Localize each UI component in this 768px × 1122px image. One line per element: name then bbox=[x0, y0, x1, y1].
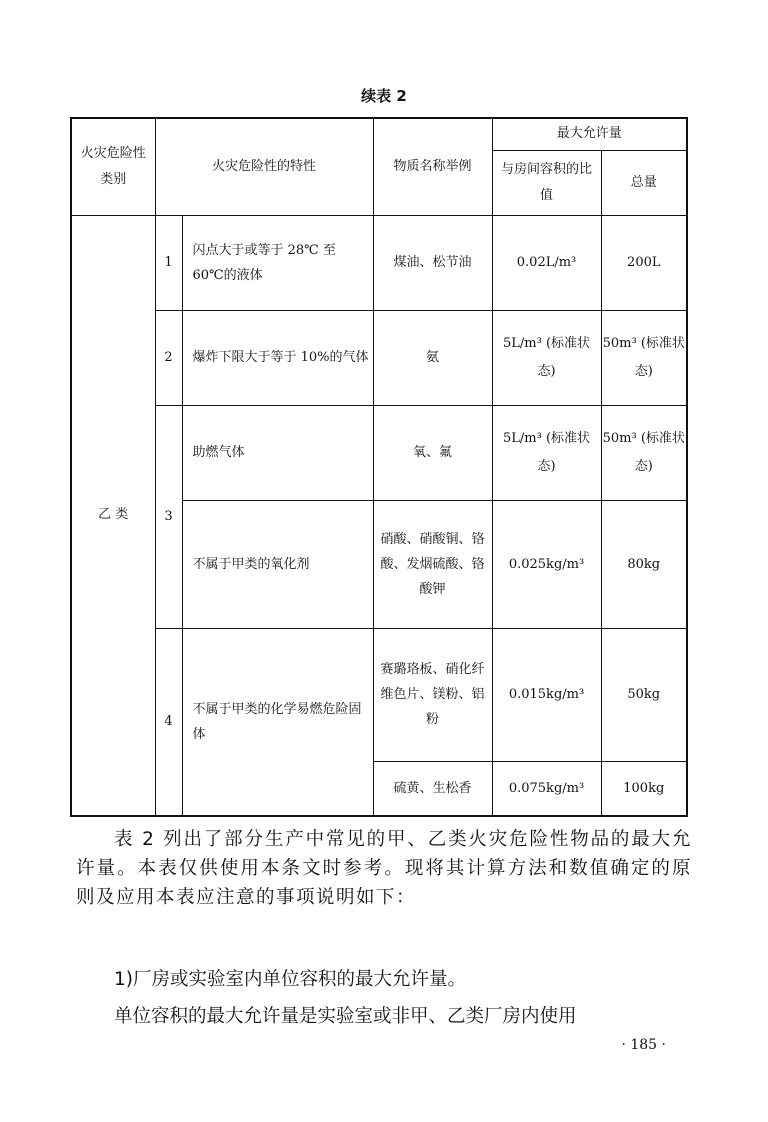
page-title: 续表 2 bbox=[361, 87, 407, 105]
row-examples: 煤油、松节油 bbox=[373, 215, 492, 310]
row-examples: 氧、氟 bbox=[373, 405, 492, 500]
table-row bbox=[71, 405, 687, 500]
header-total: 总量 bbox=[601, 150, 687, 215]
row-feature: 不属于甲类的氧化剂 bbox=[182, 500, 373, 628]
page-number: · 185 · bbox=[621, 1037, 666, 1053]
row-index: 3 bbox=[155, 405, 182, 628]
table-row bbox=[71, 628, 687, 761]
row-total: 50kg bbox=[601, 628, 687, 761]
hazard-table bbox=[70, 117, 688, 817]
row-feature: 爆炸下限大于等于 10%的气体 bbox=[182, 310, 373, 405]
row-index: 4 bbox=[155, 628, 182, 816]
row-total: 50m³ (标准状态) bbox=[601, 405, 687, 500]
row-total: 100kg bbox=[601, 761, 687, 816]
row-ratio: 0.025kg/m³ bbox=[492, 500, 601, 628]
row-total: 50m³ (标准状态) bbox=[601, 310, 687, 405]
row-total: 200L bbox=[601, 215, 687, 310]
body-paragraph: 1)厂房或实验室内单位容积的最大允许量。 bbox=[114, 969, 466, 990]
row-examples: 赛璐珞板、硝化纤维色片、镁粉、铝粉 bbox=[373, 628, 492, 761]
row-feature: 助燃气体 bbox=[182, 405, 373, 500]
row-examples: 硫黄、生松香 bbox=[373, 761, 492, 816]
row-index: 1 bbox=[155, 215, 182, 310]
row-examples: 硝酸、硝酸铜、铬酸、发烟硫酸、铬酸钾 bbox=[373, 500, 492, 628]
header-ratio: 与房间容积的比值 bbox=[492, 150, 601, 215]
category-cell: 乙 类 bbox=[71, 215, 155, 816]
row-ratio: 0.015kg/m³ bbox=[492, 628, 601, 761]
header-feature: 火灾危险性的特性 bbox=[155, 118, 373, 215]
row-ratio: 5L/m³ (标准状态) bbox=[492, 310, 601, 405]
header-category: 火灾危险性类别 bbox=[71, 118, 155, 215]
row-feature: 不属于甲类的化学易燃危险固体 bbox=[182, 628, 373, 816]
body-paragraph: 单位容积的最大允许量是实验室或非甲、乙类厂房内使用 bbox=[114, 1006, 577, 1027]
row-ratio: 0.075kg/m³ bbox=[492, 761, 601, 816]
table-row bbox=[71, 215, 687, 310]
header-examples: 物质名称举例 bbox=[373, 118, 492, 215]
row-feature: 闪点大于或等于 28℃ 至 60℃的液体 bbox=[182, 215, 373, 310]
row-ratio: 5L/m³ (标准状态) bbox=[492, 405, 601, 500]
row-index: 2 bbox=[155, 310, 182, 405]
row-total: 80kg bbox=[601, 500, 687, 628]
header-max-allowed: 最大允许量 bbox=[492, 118, 687, 150]
row-examples: 氨 bbox=[373, 310, 492, 405]
row-ratio: 0.02L/m³ bbox=[492, 215, 601, 310]
body-paragraph: 表 2 列出了部分生产中常见的甲、乙类火灾危险性物品的最大允许量。本表仅供使用本条文时参考。现将其计算方法和数值确定的原则及应用本表应注意的事项说明如下： bbox=[76, 829, 692, 908]
table-row bbox=[71, 310, 687, 405]
